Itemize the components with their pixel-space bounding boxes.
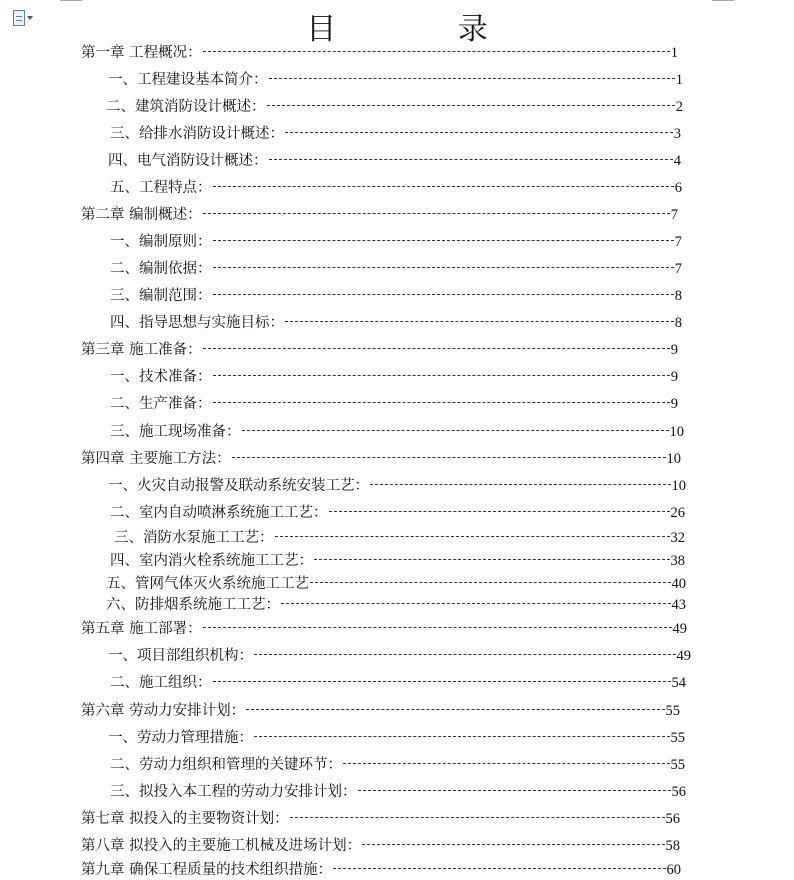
toc-entry[interactable]: [110, 313, 682, 333]
toc-entry[interactable]: [110, 755, 685, 775]
toc-entry[interactable]: [81, 809, 680, 829]
toc-leader-dots: [254, 654, 676, 655]
toc-entry-page-number: 54: [671, 675, 686, 691]
toc-entry-label: 第五章 施工部署：: [81, 621, 202, 637]
toc-entry[interactable]: [110, 782, 686, 802]
toc-entry[interactable]: [110, 673, 686, 693]
toc-entry-page-number: 8: [674, 315, 682, 331]
toc-entry-page-number: 6: [674, 180, 682, 196]
toc-entry[interactable]: [110, 178, 682, 198]
toc-leader-dots: [213, 240, 674, 241]
toc-entry-label: 二、生产准备：: [110, 396, 212, 412]
toc-entry[interactable]: [110, 551, 685, 571]
toc-leader-dots: [203, 627, 672, 628]
toc-entry-label: 一、劳动力管理措施：: [108, 730, 253, 746]
margin-mark-left: [60, 0, 82, 1]
toc-leader-dots: [269, 78, 675, 79]
toc-entry[interactable]: [106, 574, 686, 594]
toc-entry-page-number: 9: [670, 369, 678, 385]
toc-entry[interactable]: [110, 422, 684, 442]
toc-leader-dots: [343, 763, 670, 764]
margin-mark-right: [712, 0, 734, 1]
toc-entry-page-number: 3: [673, 126, 681, 142]
toc-entry-page-number: 38: [670, 553, 685, 569]
toc-leader-dots: [213, 402, 670, 403]
toc-leader-dots: [232, 457, 666, 458]
toc-entry-page-number: 10: [669, 424, 684, 440]
toc-entry-page-number: 2: [675, 99, 683, 115]
toc-entry-page-number: 55: [670, 730, 685, 746]
toc-entry[interactable]: [110, 286, 682, 306]
toc-entry-label: 二、室内自动喷淋系统施工工艺：: [110, 505, 328, 521]
toc-leader-dots: [203, 213, 670, 214]
toc-entry[interactable]: [81, 836, 680, 856]
toc-entry[interactable]: [110, 503, 685, 523]
toc-entry-page-number: 4: [673, 153, 681, 169]
toc-entry-label: 第八章 拟投入的主要施工机械及进场计划：: [81, 838, 362, 854]
toc-entry-label: 一、工程建设基本简介：: [108, 72, 268, 88]
toc-leader-dots: [242, 430, 669, 431]
toc-entry[interactable]: [81, 701, 680, 721]
toc-entry-page-number: 58: [665, 838, 680, 854]
toc-entry-page-number: 60: [666, 862, 681, 878]
toc-entry-page-number: 9: [670, 342, 678, 358]
toc-entry[interactable]: [108, 728, 685, 748]
toc-leader-dots: [213, 681, 671, 682]
toc-entry[interactable]: [110, 259, 682, 279]
toc-leader-dots: [275, 536, 670, 537]
toc-leader-dots: [358, 790, 671, 791]
toc-entry[interactable]: [81, 449, 681, 469]
toc-entry[interactable]: [114, 528, 685, 548]
toc-entry-label: 第四章 主要施工方法：: [81, 451, 231, 467]
toc-entry[interactable]: [110, 124, 681, 144]
toc-entry[interactable]: [108, 151, 681, 171]
toc-leader-dots: [333, 868, 665, 869]
toc-entry-page-number: 10: [666, 451, 681, 467]
toc-leader-dots: [246, 709, 664, 710]
toc-entry-page-number: 7: [670, 207, 678, 223]
toc-entry-label: 一、项目部组织机构：: [108, 648, 253, 664]
toc-entry-label: 第三章 施工准备：: [81, 342, 202, 358]
toc-entry-page-number: 10: [671, 478, 686, 494]
toc-entry-page-number: 56: [671, 784, 686, 800]
toc-leader-dots: [269, 159, 673, 160]
toc-entry[interactable]: [108, 70, 683, 90]
toc-entry-page-number: 55: [665, 703, 680, 719]
toc-entry-label: 一、技术准备：: [110, 369, 212, 385]
toc-entry-label: 三、施工现场准备：: [110, 424, 241, 440]
toc-entry-label: 二、建筑消防设计概述：: [106, 99, 266, 115]
toc-entry-label: 第二章 编制概述：: [81, 207, 202, 223]
toc-entry-page-number: 49: [672, 621, 687, 637]
toc-entry-label: 六、防排烟系统施工工艺：: [106, 597, 280, 613]
page-title: 目 录: [306, 12, 544, 47]
toc-entry-page-number: 1: [675, 72, 683, 88]
toc-entry[interactable]: [110, 394, 678, 414]
toc-leader-dots: [213, 267, 674, 268]
toc-entry[interactable]: [106, 595, 686, 615]
toc-entry-label: 三、消防水泵施工工艺：: [114, 530, 274, 546]
toc-entry[interactable]: [108, 646, 691, 666]
toc-entry[interactable]: [81, 619, 687, 639]
toc-entry-page-number: 40: [671, 576, 686, 592]
toc-entry-label: 一、编制原则：: [110, 234, 212, 250]
toc-entry[interactable]: [81, 205, 678, 225]
toc-entry-label: 五、管网气体灭火系统施工工艺: [106, 576, 309, 592]
toc-entry[interactable]: [110, 367, 678, 387]
toc-entry-label: 第九章 确保工程质量的技术组织措施：: [81, 862, 333, 878]
toc-entry-page-number: 7: [674, 234, 682, 250]
toc-entry-label: 四、指导思想与实施目标：: [110, 315, 284, 331]
toc-entry-page-number: 49: [676, 648, 691, 664]
toc-leader-dots: [362, 844, 664, 845]
toc-leader-dots: [213, 375, 670, 376]
toc-entry-label: 三、拟投入本工程的劳动力安排计划：: [110, 784, 357, 800]
toc-entry[interactable]: [110, 232, 682, 252]
toc-leader-dots: [203, 51, 670, 52]
toc-entry-page-number: 43: [671, 597, 686, 613]
toc-entry-label: 第一章 工程概况：: [81, 45, 202, 61]
toc-entry-label: 二、编制依据：: [110, 261, 212, 277]
toc-entry-label: 三、给排水消防设计概述：: [110, 126, 284, 142]
toc-entry-label: 五、工程特点：: [110, 180, 212, 196]
toc-entry-page-number: 8: [674, 288, 682, 304]
toc-leader-dots: [285, 321, 674, 322]
toc-entry-label: 二、施工组织：: [110, 675, 212, 691]
toc-entry-label: 二、劳动力组织和管理的关键环节：: [110, 757, 342, 773]
toc-leader-dots: [213, 294, 674, 295]
toc-entry[interactable]: [108, 476, 686, 496]
toc-leader-dots: [314, 559, 670, 560]
toc-leader-dots: [310, 582, 671, 583]
toc-entry-label: 第六章 劳动力安排计划：: [81, 703, 246, 719]
toc-entry[interactable]: [81, 860, 681, 880]
toc-entry-page-number: 26: [670, 505, 685, 521]
toc-leader-dots: [254, 736, 670, 737]
toc-leader-dots: [290, 817, 665, 818]
toc-leader-dots: [213, 186, 674, 187]
toc-entry[interactable]: [81, 340, 678, 360]
toc-leader-dots: [329, 511, 670, 512]
toc-entry[interactable]: [106, 97, 683, 117]
toc-entry-label: 第七章 拟投入的主要物资计划：: [81, 811, 289, 827]
toc-entry-label: 四、室内消火栓系统施工工艺：: [110, 553, 313, 569]
toc-entry-label: 四、电气消防设计概述：: [108, 153, 268, 169]
toc-entry-page-number: 7: [674, 261, 682, 277]
toc-entry-label: 一、火灾自动报警及联动系统安装工艺：: [108, 478, 369, 494]
toc-entry-page-number: 56: [665, 811, 680, 827]
toc-entry-label: 三、编制范围：: [110, 288, 212, 304]
toc-leader-dots: [285, 132, 673, 133]
toc-leader-dots: [370, 484, 671, 485]
toc-entry-page-number: 32: [670, 530, 685, 546]
toc-leader-dots: [267, 105, 675, 106]
toc-entry-page-number: 1: [670, 45, 678, 61]
toc-entry-page-number: 55: [670, 757, 685, 773]
toc-leader-dots: [281, 603, 671, 604]
toc-leader-dots: [203, 348, 670, 349]
toc-entry[interactable]: [81, 43, 678, 63]
toc-entry-page-number: 9: [670, 396, 678, 412]
